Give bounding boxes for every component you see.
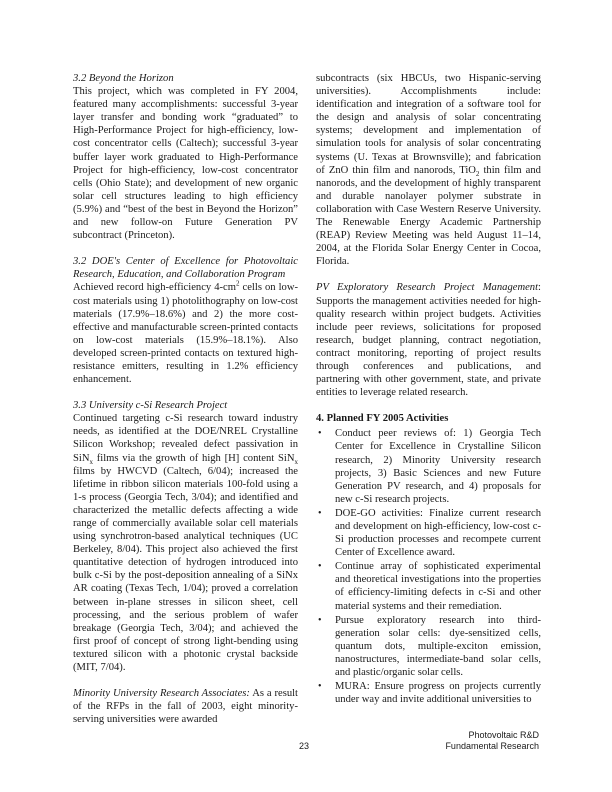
superscript: 2 — [236, 279, 240, 288]
text-run: films by HWCVD (Caltech, 6/04); increased the lifetime in ribbon silicon materials 100-fold using a 1-s process (Georgia Tech, 3/04); and identified and characterized the metallic defects affecting a wide range of commercially available solar cell materials using synchrotron-based analytical techniques (UC Berkeley, 8/04). This project also achieved the first quantitative detection of hydrogen introduced into bulk c-Si by the post-deposition annealing of a SiNx AR coating (Texas Tech, 1/04); proved a correlation between in-plane stresses in silicon sheet, cell processing, and the serious problem of wafer breakage (Georgia Tech, 3/04); and achieved the first proof of concept of strong light-bending using textured silicon with a photonic crystal backside (MIT, 7/04). — [73, 465, 298, 674]
subscript: x — [294, 457, 298, 466]
paragraph-university-csi — [73, 412, 298, 674]
text-run: subcontracts (six HBCUs, two Hispanic-serving universities). Accomplishments include: identification and integration of a software tool for the design and analysis of solar concentrating systems; development and implementation of simulation tools for analysis of solar concentrating systems (U. Texas at Brownsville); and fabrication of ZnO thin film and nanorods, TiO — [316, 73, 541, 176]
page-number: 23 — [299, 741, 310, 751]
section-heading-planned-activities: 4. Planned FY 2005 Activities — [316, 413, 449, 425]
bullet-icon: • — [318, 428, 322, 440]
subscript: 2 — [475, 169, 480, 178]
paragraph-center-of-excellence — [73, 281, 298, 386]
paragraph-project-management — [316, 281, 541, 399]
text-run: As a result of the RFPs in the fall of 2003, eight minority-serving universities were awarded — [73, 688, 299, 726]
text-run: cells on low-cost materials using 1) photolithography on low-cost materials (17.9%–18.6%) and 2) the more cost-effective and manufacturable screen-printed contacts on low-cost materials (15.9%–18.1%). Also developed screen-printed contacts on textured high-resistance emitters, resulting in 1.2% efficiency enhancement. — [73, 282, 298, 386]
list-item-text: Continue array of sophisticated experimental and theoretical investigations into the properties of efficiency-limiting defects in c-Si and other material systems and their remediation. — [335, 561, 541, 612]
list-item — [316, 427, 541, 506]
bullet-icon: • — [318, 561, 322, 573]
footer-line-1: Photovoltaic R&D — [468, 730, 539, 740]
text-run: Achieved record high-efficiency 4-cm — [73, 282, 236, 294]
footer-line-2: Fundamental Research — [445, 741, 539, 751]
text-run: thin film and nanorods, and the development of highly transparent and durable nanolayer polymer substrate in collaboration with Case Western Reserve University. The Renewable Energy Academic Partnership (REAP) Review Meeting was held August 11–14, 2004, at the Florida Solar Energy Center in Cocoa, Florida. — [316, 164, 541, 268]
section-heading-beyond-horizon: 3.2 Beyond the Horizon — [73, 73, 174, 84]
list-item-text: DOE-GO activities: Finalize current research and development on high-efficiency, low-cost c-Si production processes and recompete current Center of Excellence award. — [335, 507, 541, 559]
text-run: : Supports the management activities needed for high-quality research within project budgets. Activities include peer reviews, solicitations for proposed research, budget planning, contract negotiation, contract monitoring, reporting of project results through conferences and publications, and partnering with other government, state, and private entities to leverage related research. — [316, 282, 541, 399]
inline-heading: Minority University Research Associates: — [73, 688, 250, 700]
inline-heading: PV Exploratory Research Project Management — [316, 282, 539, 294]
running-footer — [445, 730, 539, 752]
subscript: x — [89, 457, 93, 466]
bullet-icon: • — [318, 507, 322, 519]
paragraph-minority-university — [73, 687, 298, 726]
section-heading-center-of-excellence: 3.2 DOE's Center of Excellence for Photovoltaic Research, Education, and Collaboration Program — [73, 256, 298, 281]
bullet-icon: • — [318, 614, 322, 626]
paragraph-beyond-horizon: This project, which was completed in FY 2004, featured many accomplishments: successful 3-year layer transfer and bonding work “graduated” to High-Performance Project for high-efficiency, low-cost concentrator cells (Caltech); successful 3-year buffer layer work graduated to High-Performance Project for high-efficiency, low-cost concentrator cells (Ohio State); and development of new organic solar cell structures leading to high efficiency (5.9%) and “best of the best in Beyond the Horizon” and new follow-on Future Generation PV subcontract (Princeton). — [73, 86, 298, 242]
text-run: films via the growth of high [H] content SiN — [93, 452, 295, 464]
list-item — [316, 507, 541, 559]
planned-activities-list — [316, 427, 541, 706]
left-column — [73, 72, 298, 726]
section-heading-university-csi: 3.3 University c-Si Research Project — [73, 400, 228, 412]
paragraph-mura-continued — [316, 72, 541, 268]
list-item — [316, 680, 541, 706]
bullet-icon: • — [318, 681, 322, 693]
list-item-text: MURA: Ensure progress on projects currently under way and invite additional universities to — [335, 681, 541, 706]
list-item — [316, 560, 541, 612]
list-item-text: Pursue exploratory research into third-generation solar cells: dye-sensitized cells, quantum dots, multiple-exciton emission, nanostructures, intermediate-band solar cells, and plastic/organic solar cells. — [335, 614, 541, 679]
right-column — [316, 72, 541, 707]
list-item — [316, 614, 541, 679]
text-run: Continued targeting c-Si research toward industry needs, as identified at the DOE/NREL Crystalline Silicon Workshop; revealed defect passivation in SiN — [73, 413, 298, 464]
list-item-text: Conduct peer reviews of: 1) Georgia Tech Center for Excellence in Crystalline Silicon research, 2) Minority University research projects, 3) Basic Sciences and new Future Generation PV research, and 4) proposals for new c-Si research projects. — [335, 428, 541, 505]
